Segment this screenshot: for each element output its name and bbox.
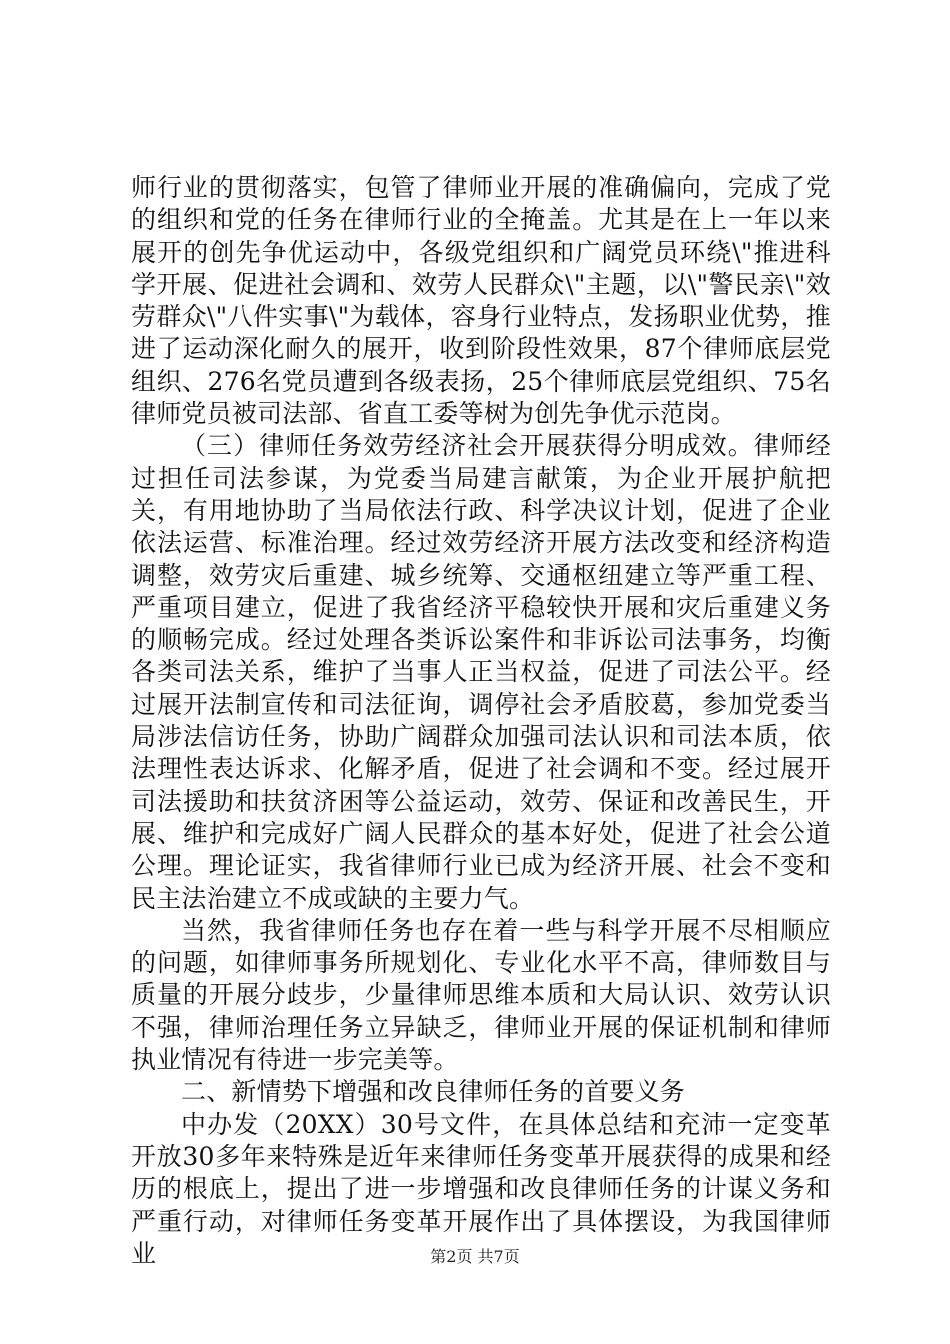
paragraph-existing-problems: 当然，我省律师任务也存在着一些与科学开展不尽相顺应的问题，如律师事务所规划化、专业化水平不高，律师数目与质量的开展分歧步，少量律师思维本质和大局认识、效劳认识不强，律师治理任务立异缺乏，律师业开展的保证机制和律师执业情况有待进一步完美等。 bbox=[131, 915, 831, 1075]
section-heading-main-tasks: 二、新情势下增强和改良律师任务的首要义务 bbox=[181, 1077, 686, 1107]
document-body bbox=[131, 172, 831, 1270]
paragraph-party-building: 师行业的贯彻落实，包管了律师业开展的准确偏向，完成了党的组织和党的任务在律师行业的全掩盖。尤其是在上一年以来展开的创先争优运动中，各级党组织和广阔党员环绕\"推进科学开展、促进社会调和、效劳人民群众\"主题，以\"警民亲\"效劳群众\"八件实事\"为载体，容身行业特点，发扬职业优势，推进了运动深化耐久的展开，收到阶段性效果，87个律师底层党组织、276名党员遭到各级表扬，25个律师底层党组织、75名律师党员被司法部、省直工委等树为创先争优示范岗。 bbox=[131, 173, 831, 429]
page-number-footer: 第2页 共7页 bbox=[430, 1247, 520, 1266]
paragraph-document-30: 中办发（20XX）30号文件，在具体总结和充沛一定变革开放30多年来特殊是近年来律师任务变革开展获得的成果和经历的根底上，提出了进一步增强和改良律师任务的计谋义务和严重行动，对律师任务变革开展作出了具体摆设，为我国律师业 bbox=[131, 1109, 831, 1268]
paragraph-economic-service: （三）律师任务效劳经济社会开展获得分明成效。律师经过担任司法参谋，为党委当局建言献策，为企业开展护航把关，有用地协助了当局依法行政、科学决议计划，促进了企业依法运营、标准治理。经过效劳经济开展方法改变和经济构造调整，效劳灾后重建、城乡统筹、交通枢纽建立等严重工程、严重项目建立，促进了我省经济平稳较快开展和灾后重建义务的顺畅完成。经过处理各类诉讼案件和非诉讼司法事务，均衡各类司法关系，维护了当事人正当权益，促进了司法公平。经过展开法制宣传和司法征询，调停社会矛盾胶葛，参加党委当局涉法信访任务，协助广阔群众加强司法认识和司法本质，依法理性表达诉求、化解矛盾，促进了社会调和不变。经过展开司法援助和扶贫济困等公益运动，效劳、保证和改善民生，开展、维护和完成好广阔人民群众的基本好处，促进了社会公道公理。理论证实，我省律师行业已成为经济开展、社会不变和民主法治建立不成或缺的主要力气。 bbox=[131, 431, 831, 913]
